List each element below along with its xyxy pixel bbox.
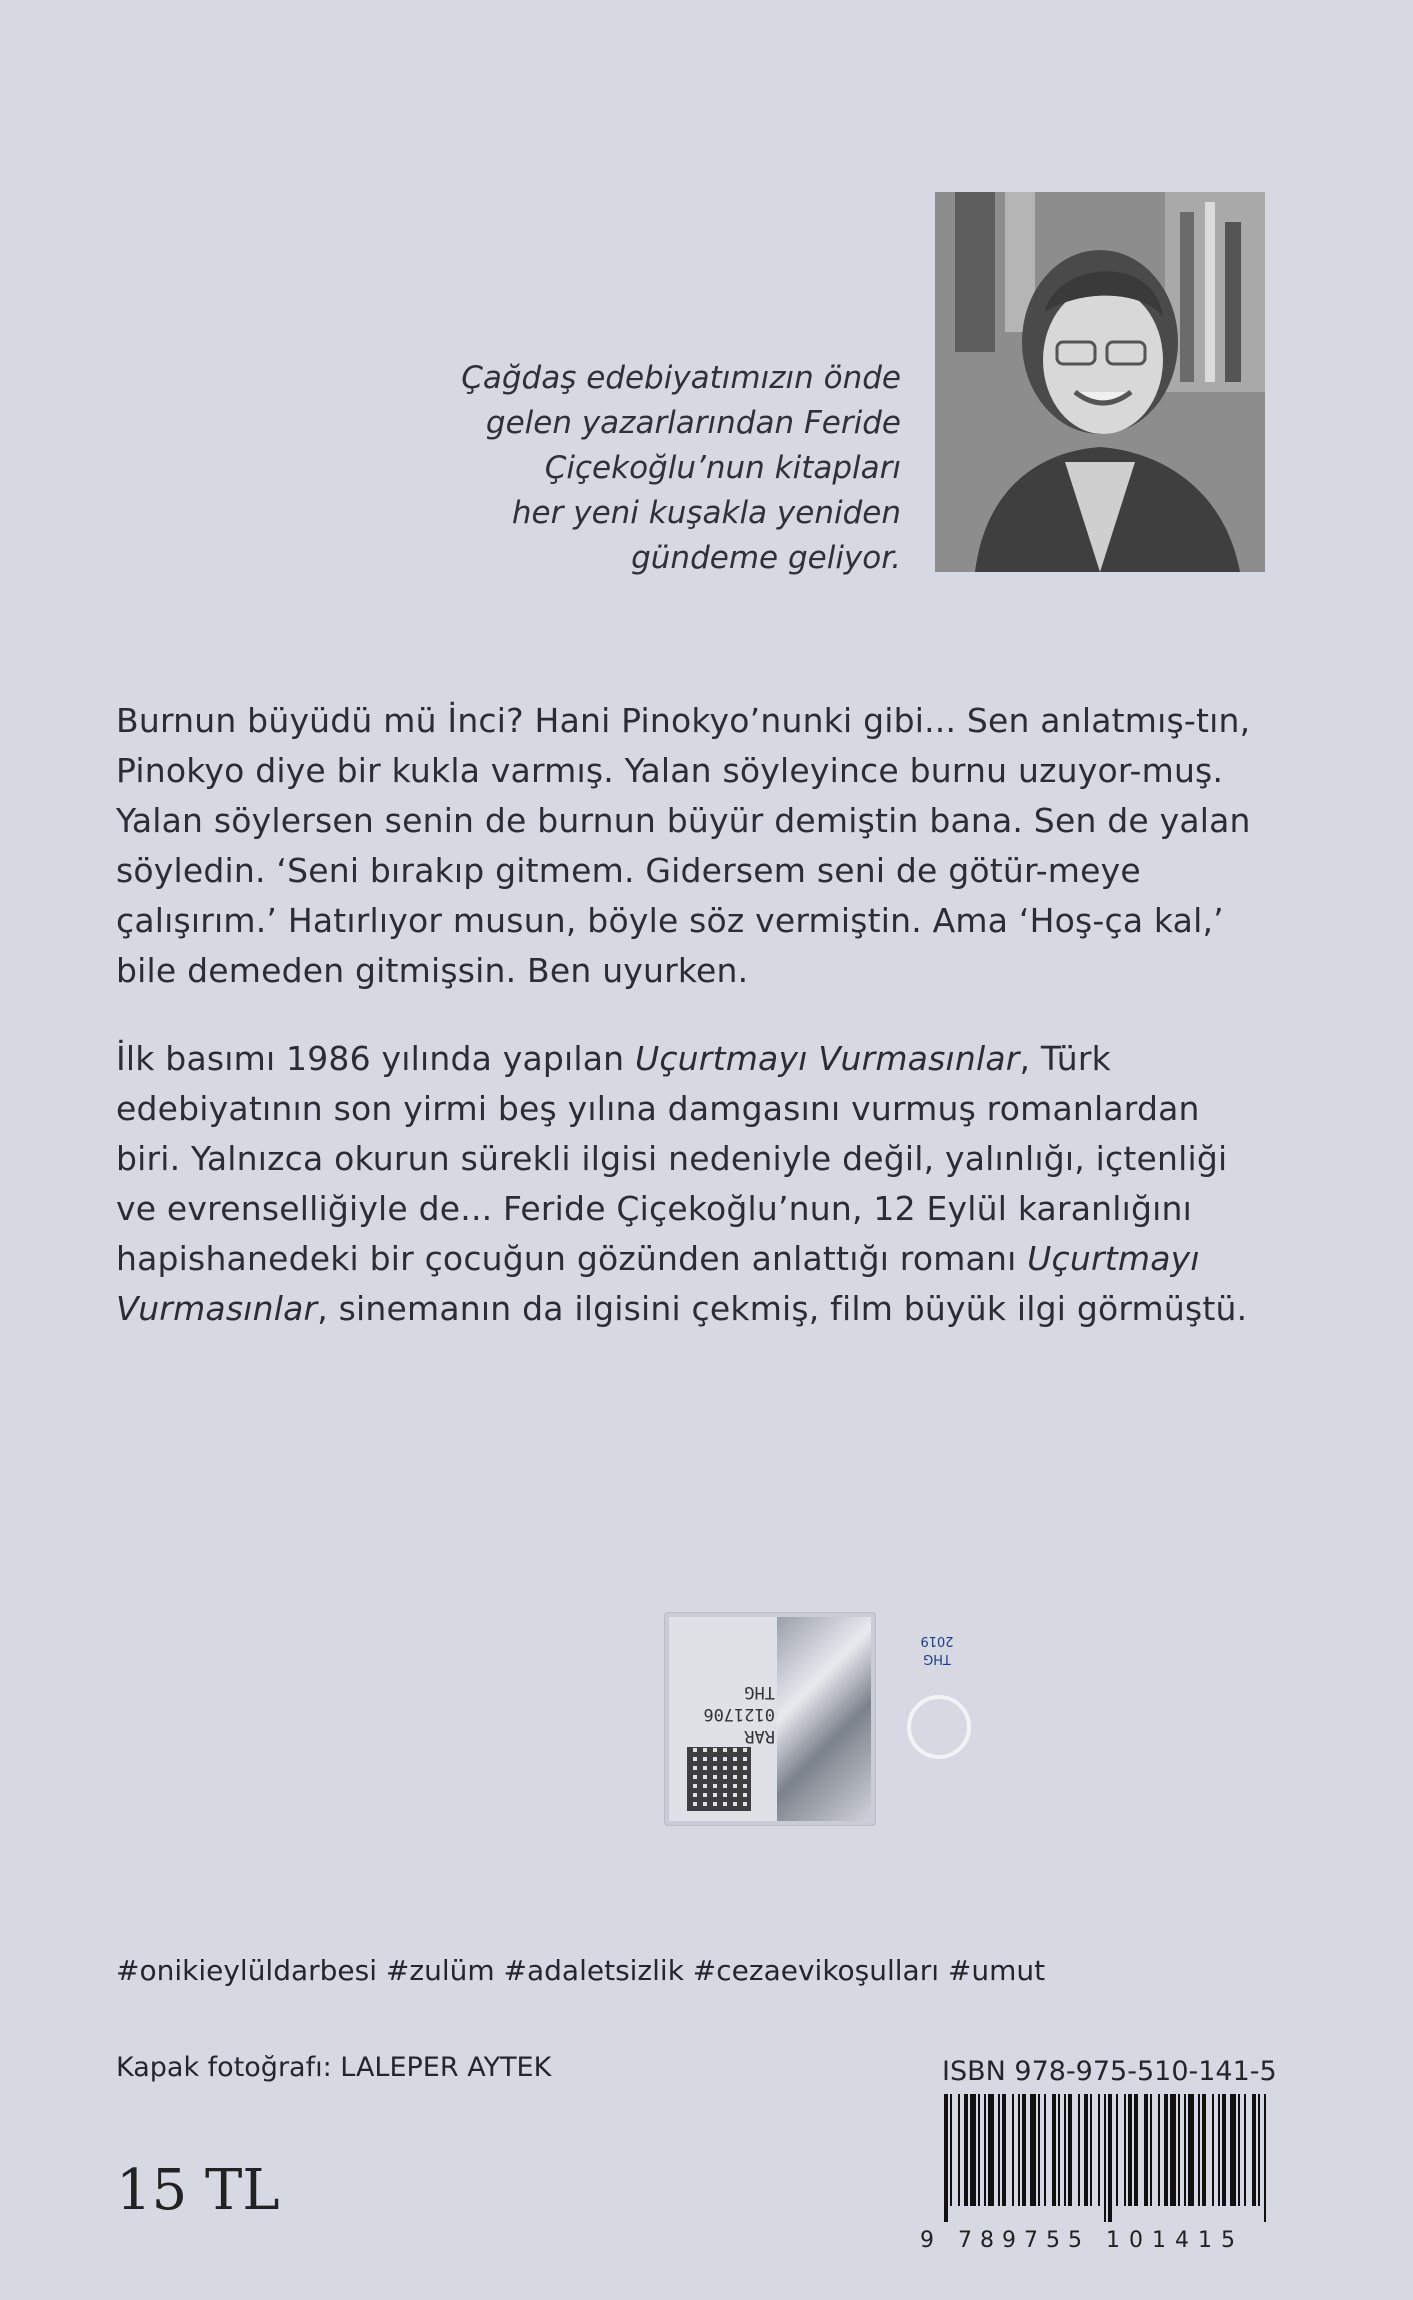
barcode-digits-group-1: 789755 [958,2228,1090,2253]
barcode-bar [998,2094,1000,2206]
barcode-bar [1084,2094,1088,2206]
excerpt-paragraph: Burnun büyüdü mü İnci? Hani Pinokyo’nunki gibi... Sen anlatmış-tın, Pinokyo diye bir kukla varmış. Yalan söyleyince burnu uzuyor-muş. Yalan söylersen senin de burnun büyür demiştin bana. Sen de yalan söyledin. ‘Seni bırakıp gitmem. Gidersem seni de götür-meye çalışırım.’ Hatırlıyor musun, böyle söz vermiştin. Ama ‘Hoş-ça kal,’ bile demeden gitmişsin. Ben uyurken. [116,701,1251,990]
barcode-bar [988,2094,994,2206]
sticker-code-text [679,1681,775,1747]
sticker-code-panel [669,1617,777,1821]
barcode-bar [1222,2094,1226,2206]
barcode-bar [1018,2094,1020,2206]
price: 15 TL [116,2158,280,2223]
barcode-bar [964,2094,968,2206]
barcode-bar [1098,2094,1100,2206]
barcode-bar [1150,2094,1152,2206]
description-paragraph [116,1034,1266,1334]
barcode-bar [1078,2094,1080,2206]
barcode-bar [1158,2094,1160,2206]
photo-credit: Kapak fotoğrafı: LALEPER AYTEK [116,2052,552,2083]
barcode-bar [984,2094,986,2206]
barcode-digit-first: 9 [920,2228,934,2253]
barcode-bars [942,2094,1268,2222]
barcode-bar [1238,2094,1240,2206]
description-part-3: , sinemanın da ilgisini çekmiş, film büyük ilgi görmüştü. [317,1289,1248,1328]
barcode-bar [1128,2094,1132,2206]
barcode-bar [1198,2094,1200,2206]
barcode-bar [1188,2094,1194,2206]
barcode-digits-group-2: 101415 [1106,2228,1244,2253]
barcode-bar [1164,2094,1168,2206]
barcode-bar [1170,2094,1176,2206]
barcode-bar [1230,2094,1236,2206]
barcode-bar [1038,2094,1040,2206]
barcode-bar [1116,2094,1118,2206]
barcode-bar [950,2094,952,2206]
barcode-bar [1264,2094,1266,2222]
sticker-code-top: THG [744,1682,775,1702]
book-title-2: Uçurtmayı Vurmasınlar [116,1239,1200,1328]
barcode-bar [1134,2094,1138,2206]
barcode-bar [1068,2094,1072,2206]
barcode-bar [1178,2094,1180,2206]
barcode-bar [1202,2094,1206,2206]
barcode-bar [1012,2094,1014,2206]
tagline: Çağdaş edebiyatımızın önde gelen yazarlarından Feride Çiçekoğlu’nun kitapları her yeni kuşakla yeniden gündeme geliyor. [461,360,901,576]
description-part-2: , Türk edebiyatının son yirmi beş yılına damgasını vurmuş romanlardan biri. Yalnızca okurun sürekli ilgisi nedeniyle değil, yalınlığı, içtenliği ve evrenselliğiyle de... Feride Çiçekoğlu’nun, 12 Eylül karanlığını hapishanedeki bir çocuğun gözünden anlattığı romanı [116,1039,1228,1278]
author-photo-image [935,192,1265,572]
barcode-bar [1252,2094,1256,2206]
isbn-label: ISBN 978-975-510-141-5 [942,2056,1277,2087]
hologram-icon [907,1695,971,1759]
banderole-sticker [664,1612,954,1826]
barcode-bar [1044,2094,1046,2206]
barcode-bar [1030,2094,1036,2206]
description-part-1: İlk basımı 1986 yılında yapılan [116,1039,635,1078]
barcode-bar [958,2094,960,2206]
barcode-bar [1022,2094,1026,2206]
barcode-bar [1052,2094,1056,2206]
barcode-bar [1058,2094,1060,2206]
barcode-bar [1258,2094,1260,2206]
barcode-bar [1218,2094,1220,2206]
barcode-bar [1212,2094,1214,2206]
sticker-brand [895,1631,979,1667]
barcode-bar [1090,2094,1092,2206]
barcode-bar [970,2094,976,2206]
barcode-bar [1244,2094,1246,2206]
hologram-panel [777,1617,954,1821]
hashtags: #onikieylüldarbesi #zulüm #adaletsizlik #cezaevikoşulları #umut [116,1954,1046,1987]
author-photo [935,192,1265,572]
sticker-code-number: 0121706 [703,1704,775,1724]
barcode-bar [944,2094,948,2222]
barcode-bar [1108,2094,1112,2222]
book-excerpt [116,696,1266,996]
barcode-bar [1064,2094,1066,2206]
barcode-bar [1002,2094,1006,2206]
book-description [116,1034,1266,1334]
sticker-code-series: RAR [744,1726,775,1746]
barcode-bar [1184,2094,1186,2206]
isbn-barcode [942,2094,1268,2222]
book-title-1: Uçurtmayı Vurmasınlar [634,1039,1020,1078]
barcode-bar [1104,2094,1106,2222]
sticker-brand-label: THG [923,1651,951,1666]
sticker-year: 2019 [920,1633,954,1648]
barcode-bar [1124,2094,1126,2206]
barcode-bar [978,2094,980,2206]
datamatrix-code [687,1747,751,1811]
barcode-bar [1144,2094,1148,2206]
